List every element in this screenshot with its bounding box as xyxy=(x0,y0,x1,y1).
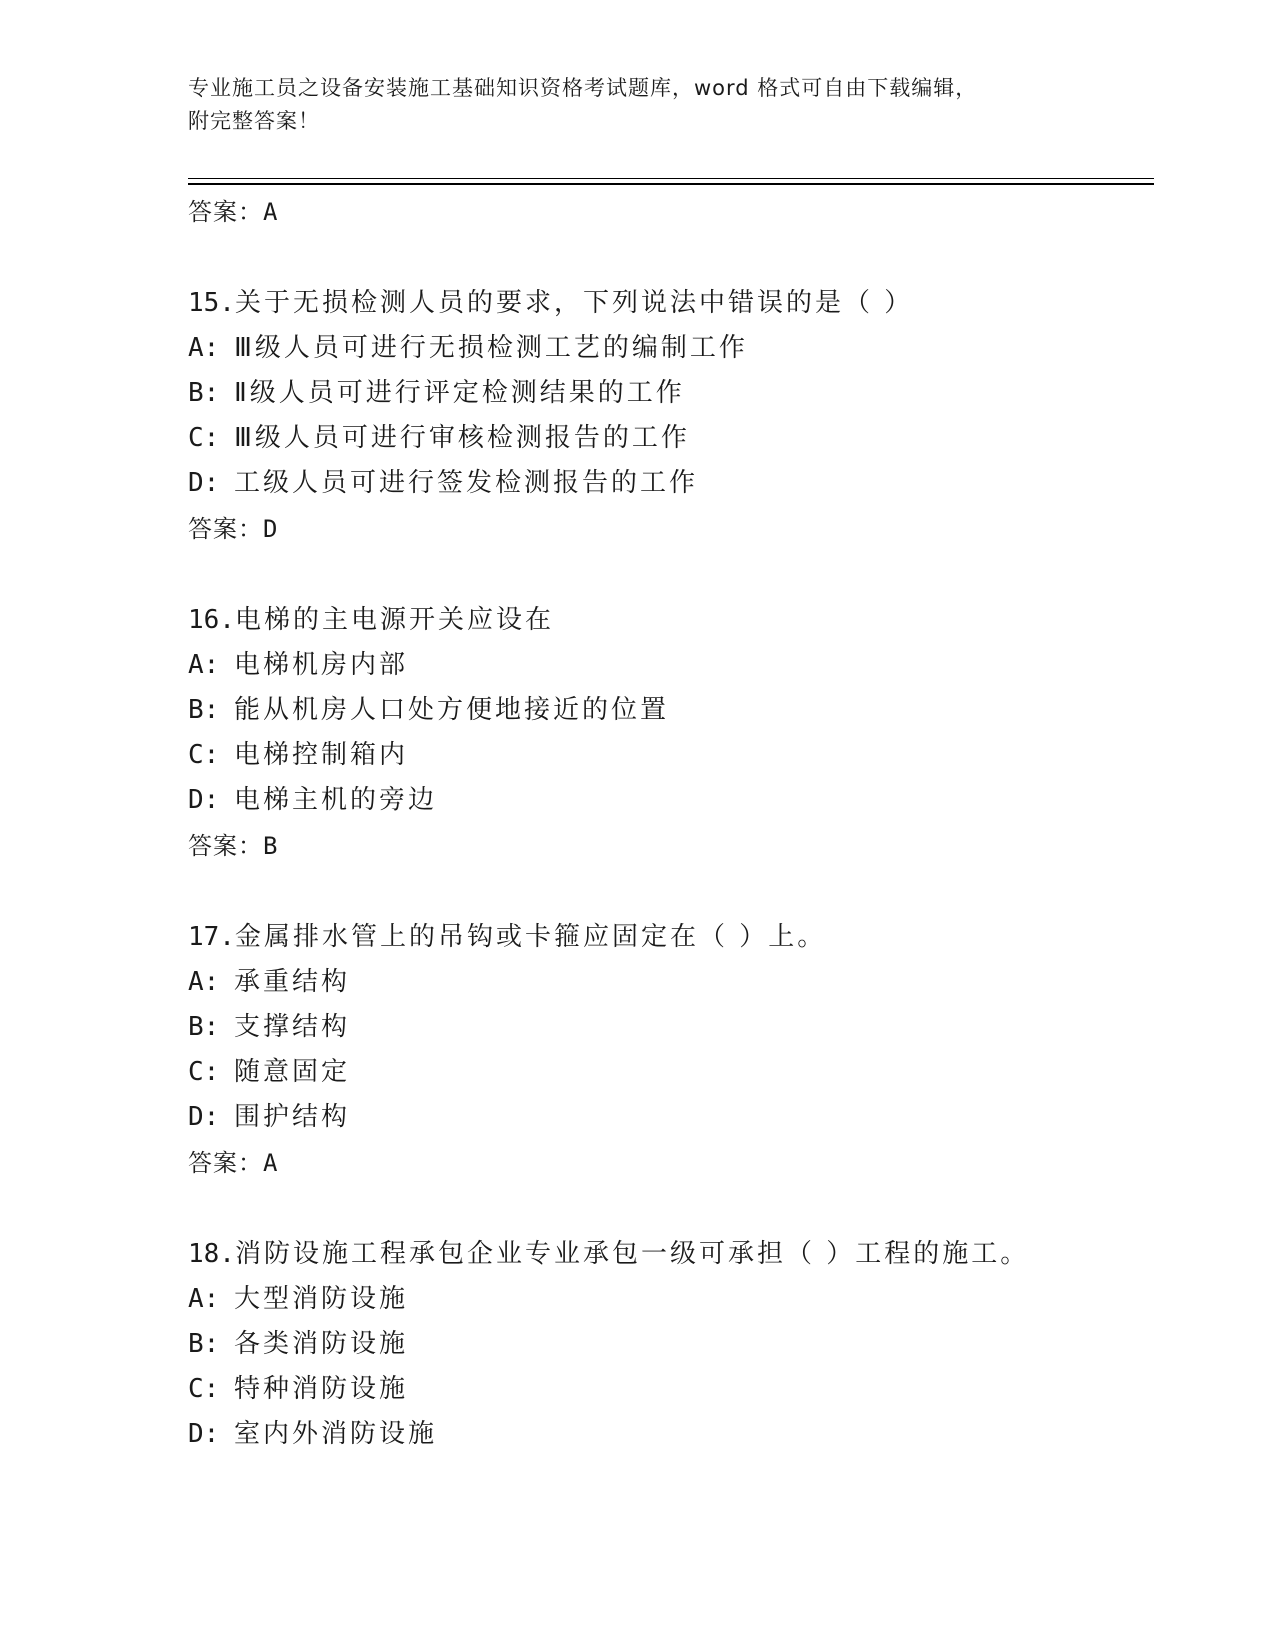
option-text: 特种消防设施 xyxy=(234,1374,409,1404)
option-key: A: xyxy=(188,650,220,680)
option-key: D: xyxy=(188,785,220,815)
option-key: D: xyxy=(188,1419,220,1449)
question-text: 关于无损检测人员的要求，下列说法中错误的是（ ） xyxy=(234,288,914,318)
option-text: 支撑结构 xyxy=(234,1012,351,1042)
option-text: Ⅲ级人员可进行审核检测报告的工作 xyxy=(234,423,690,453)
option-key: C: xyxy=(188,1057,220,1087)
option-key: A: xyxy=(188,333,220,363)
answer-value: B xyxy=(263,832,279,860)
question-number: 17. xyxy=(188,922,235,952)
header-line-1: 专业施工员之设备安装施工基础知识资格考试题库，word 格式可自由下载编辑， xyxy=(188,76,978,100)
question-list xyxy=(188,189,1148,1457)
option-key: D: xyxy=(188,1102,220,1132)
option-key: C: xyxy=(188,423,220,453)
question-number: 18. xyxy=(188,1239,235,1269)
option-text: 电梯主机的旁边 xyxy=(234,785,438,815)
option-key: C: xyxy=(188,740,220,770)
option-key: B: xyxy=(188,1329,220,1359)
option-key: B: xyxy=(188,695,220,725)
answer-label: 答案： xyxy=(188,515,263,543)
answer-label: 答案： xyxy=(188,198,263,226)
document-header xyxy=(188,72,1088,138)
answer-value: D xyxy=(263,515,279,543)
option-b xyxy=(188,1322,1148,1367)
option-text: 工级人员可进行签发检测报告的工作 xyxy=(234,468,699,498)
question-text: 消防设施工程承包企业专业承包一级可承担（ ）工程的施工。 xyxy=(234,1239,1030,1269)
answer-value: A xyxy=(263,1149,279,1177)
answer-line xyxy=(188,189,1148,235)
option-a xyxy=(188,960,1148,1005)
option-key: D: xyxy=(188,468,220,498)
option-text: 室内外消防设施 xyxy=(234,1419,438,1449)
answer-line xyxy=(188,823,1148,869)
option-c xyxy=(188,733,1148,778)
question-stem xyxy=(188,914,1148,960)
option-text: 随意固定 xyxy=(234,1057,351,1087)
answer-line xyxy=(188,1140,1148,1186)
answer-value: A xyxy=(263,198,279,226)
option-a xyxy=(188,326,1148,371)
option-a xyxy=(188,643,1148,688)
option-a xyxy=(188,1277,1148,1322)
option-key: C: xyxy=(188,1374,220,1404)
option-b xyxy=(188,371,1148,416)
option-text: Ⅱ级人员可进行评定检测结果的工作 xyxy=(234,378,685,408)
option-text: 大型消防设施 xyxy=(234,1284,409,1314)
option-c xyxy=(188,1050,1148,1095)
option-d xyxy=(188,1412,1148,1457)
option-key: A: xyxy=(188,1284,220,1314)
header-line-2: 附完整答案！ xyxy=(188,109,320,133)
option-text: 能从机房人口处方便地接近的位置 xyxy=(234,695,670,725)
question-stem xyxy=(188,597,1148,643)
option-d xyxy=(188,461,1148,506)
answer-label: 答案： xyxy=(188,832,263,860)
answer-label: 答案： xyxy=(188,1149,263,1177)
option-b xyxy=(188,688,1148,733)
question-text: 金属排水管上的吊钩或卡箍应固定在（ ）上。 xyxy=(234,922,827,952)
option-text: 围护结构 xyxy=(234,1102,351,1132)
answer-line xyxy=(188,506,1148,552)
option-text: Ⅲ级人员可进行无损检测工艺的编制工作 xyxy=(234,333,748,363)
option-key: B: xyxy=(188,378,220,408)
question-number: 15. xyxy=(188,288,235,318)
question-stem xyxy=(188,280,1148,326)
question-stem xyxy=(188,1231,1148,1277)
option-text: 电梯控制箱内 xyxy=(234,740,409,770)
option-text: 承重结构 xyxy=(234,967,351,997)
question-number: 16. xyxy=(188,605,235,635)
option-key: B: xyxy=(188,1012,220,1042)
option-key: A: xyxy=(188,967,220,997)
option-c xyxy=(188,1367,1148,1412)
option-d xyxy=(188,778,1148,823)
option-c xyxy=(188,416,1148,461)
option-text: 各类消防设施 xyxy=(234,1329,409,1359)
header-divider-thin xyxy=(188,178,1154,179)
option-d xyxy=(188,1095,1148,1140)
question-text: 电梯的主电源开关应设在 xyxy=(234,605,554,635)
option-b xyxy=(188,1005,1148,1050)
option-text: 电梯机房内部 xyxy=(234,650,409,680)
header-divider-thick xyxy=(188,183,1154,185)
